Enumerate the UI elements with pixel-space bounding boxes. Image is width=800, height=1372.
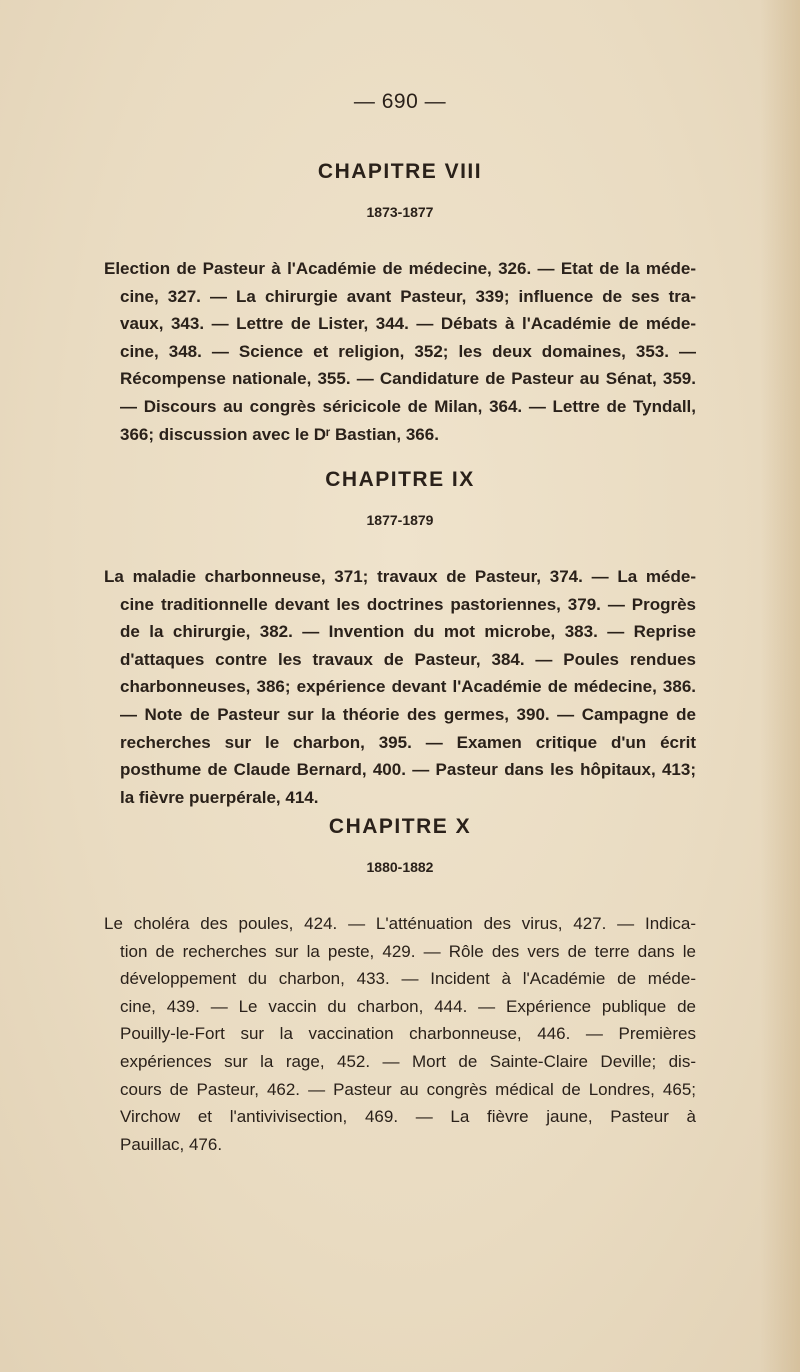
summary-line: cine, 327. — La chirurgie avant Pasteur, 339; influence de ses tra- <box>120 286 696 306</box>
chapter-summary-x <box>104 910 696 1158</box>
summary-line: Virchow et l'antivivisection, 469. — La fièvre jaune, Pasteur à <box>120 1107 696 1127</box>
chapter-years: 1873-1877 <box>366 204 434 220</box>
summary-line: expériences sur la rage, 452. — Mort de Sainte-Claire Deville; dis- <box>120 1051 696 1071</box>
chapter-title: CHAPITRE VIII <box>317 160 483 183</box>
summary-line: Le choléra des poules, 424. — L'atténuation des virus, 427. — Indica- <box>104 914 696 933</box>
summary-line: La maladie charbonneuse, 371; travaux de Pasteur, 374. — La méde- <box>104 567 696 586</box>
summary-line: cours de Pasteur, 462. — Pasteur au congrès médical de Londres, 465; <box>120 1079 696 1099</box>
chapter-heading-ix <box>0 468 800 528</box>
chapter-years: 1877-1879 <box>366 512 434 528</box>
summary-line: 366; discussion avec le Dʳ Bastian, 366. <box>120 424 439 444</box>
chapter-summary-ix <box>104 563 696 811</box>
chapter-summary-viii <box>104 255 696 448</box>
summary-line: vaux, 343. — Lettre de Lister, 344. — Débats à l'Académie de méde- <box>120 314 696 334</box>
summary-line: cine, 348. — Science et religion, 352; les deux domaines, 353. — <box>120 341 696 361</box>
summary-line: posthume de Claude Bernard, 400. — Pasteur dans les hôpitaux, 413; <box>120 760 696 780</box>
chapter-title: CHAPITRE X <box>328 815 472 838</box>
page-number: — 690 — <box>353 90 447 113</box>
summary-line: d'attaques contre les travaux de Pasteur, 384. — Poules rendues <box>120 649 696 669</box>
summary-line: Election de Pasteur à l'Académie de médecine, 326. — Etat de la méde- <box>104 259 696 278</box>
summary-line: la fièvre puerpérale, 414. <box>120 787 319 807</box>
chapter-heading-viii <box>0 160 800 220</box>
summary-line: — Discours au congrès séricicole de Milan, 364. — Lettre de Tyndall, <box>120 396 696 416</box>
summary-line: — Note de Pasteur sur la théorie des germes, 390. — Campagne de <box>120 704 696 724</box>
summary-line: développement du charbon, 433. — Incident à l'Académie de méde- <box>120 969 696 989</box>
summary-line: cine, 439. — Le vaccin du charbon, 444. — Expérience publique de <box>120 996 696 1016</box>
summary-line: recherches sur le charbon, 395. — Examen critique d'un écrit <box>120 732 696 752</box>
chapter-years: 1880-1882 <box>366 859 434 875</box>
summary-line: tion de recherches sur la peste, 429. — Rôle des vers de terre dans le <box>120 941 696 961</box>
summary-line: Pouilly-le-Fort sur la vaccination charbonneuse, 446. — Premières <box>120 1024 696 1044</box>
summary-line: Récompense nationale, 355. — Candidature de Pasteur au Sénat, 359. <box>120 369 696 389</box>
summary-line: cine traditionnelle devant les doctrines pastoriennes, 379. — Progrès <box>120 594 696 614</box>
summary-line: charbonneuses, 386; expérience devant l'Académie de médecine, 386. <box>120 677 696 697</box>
chapter-title: CHAPITRE IX <box>325 468 475 491</box>
summary-line: Pauillac, 476. <box>120 1134 223 1154</box>
summary-line: de la chirurgie, 382. — Invention du mot microbe, 383. — Reprise <box>120 622 696 642</box>
chapter-heading-x <box>0 815 800 875</box>
